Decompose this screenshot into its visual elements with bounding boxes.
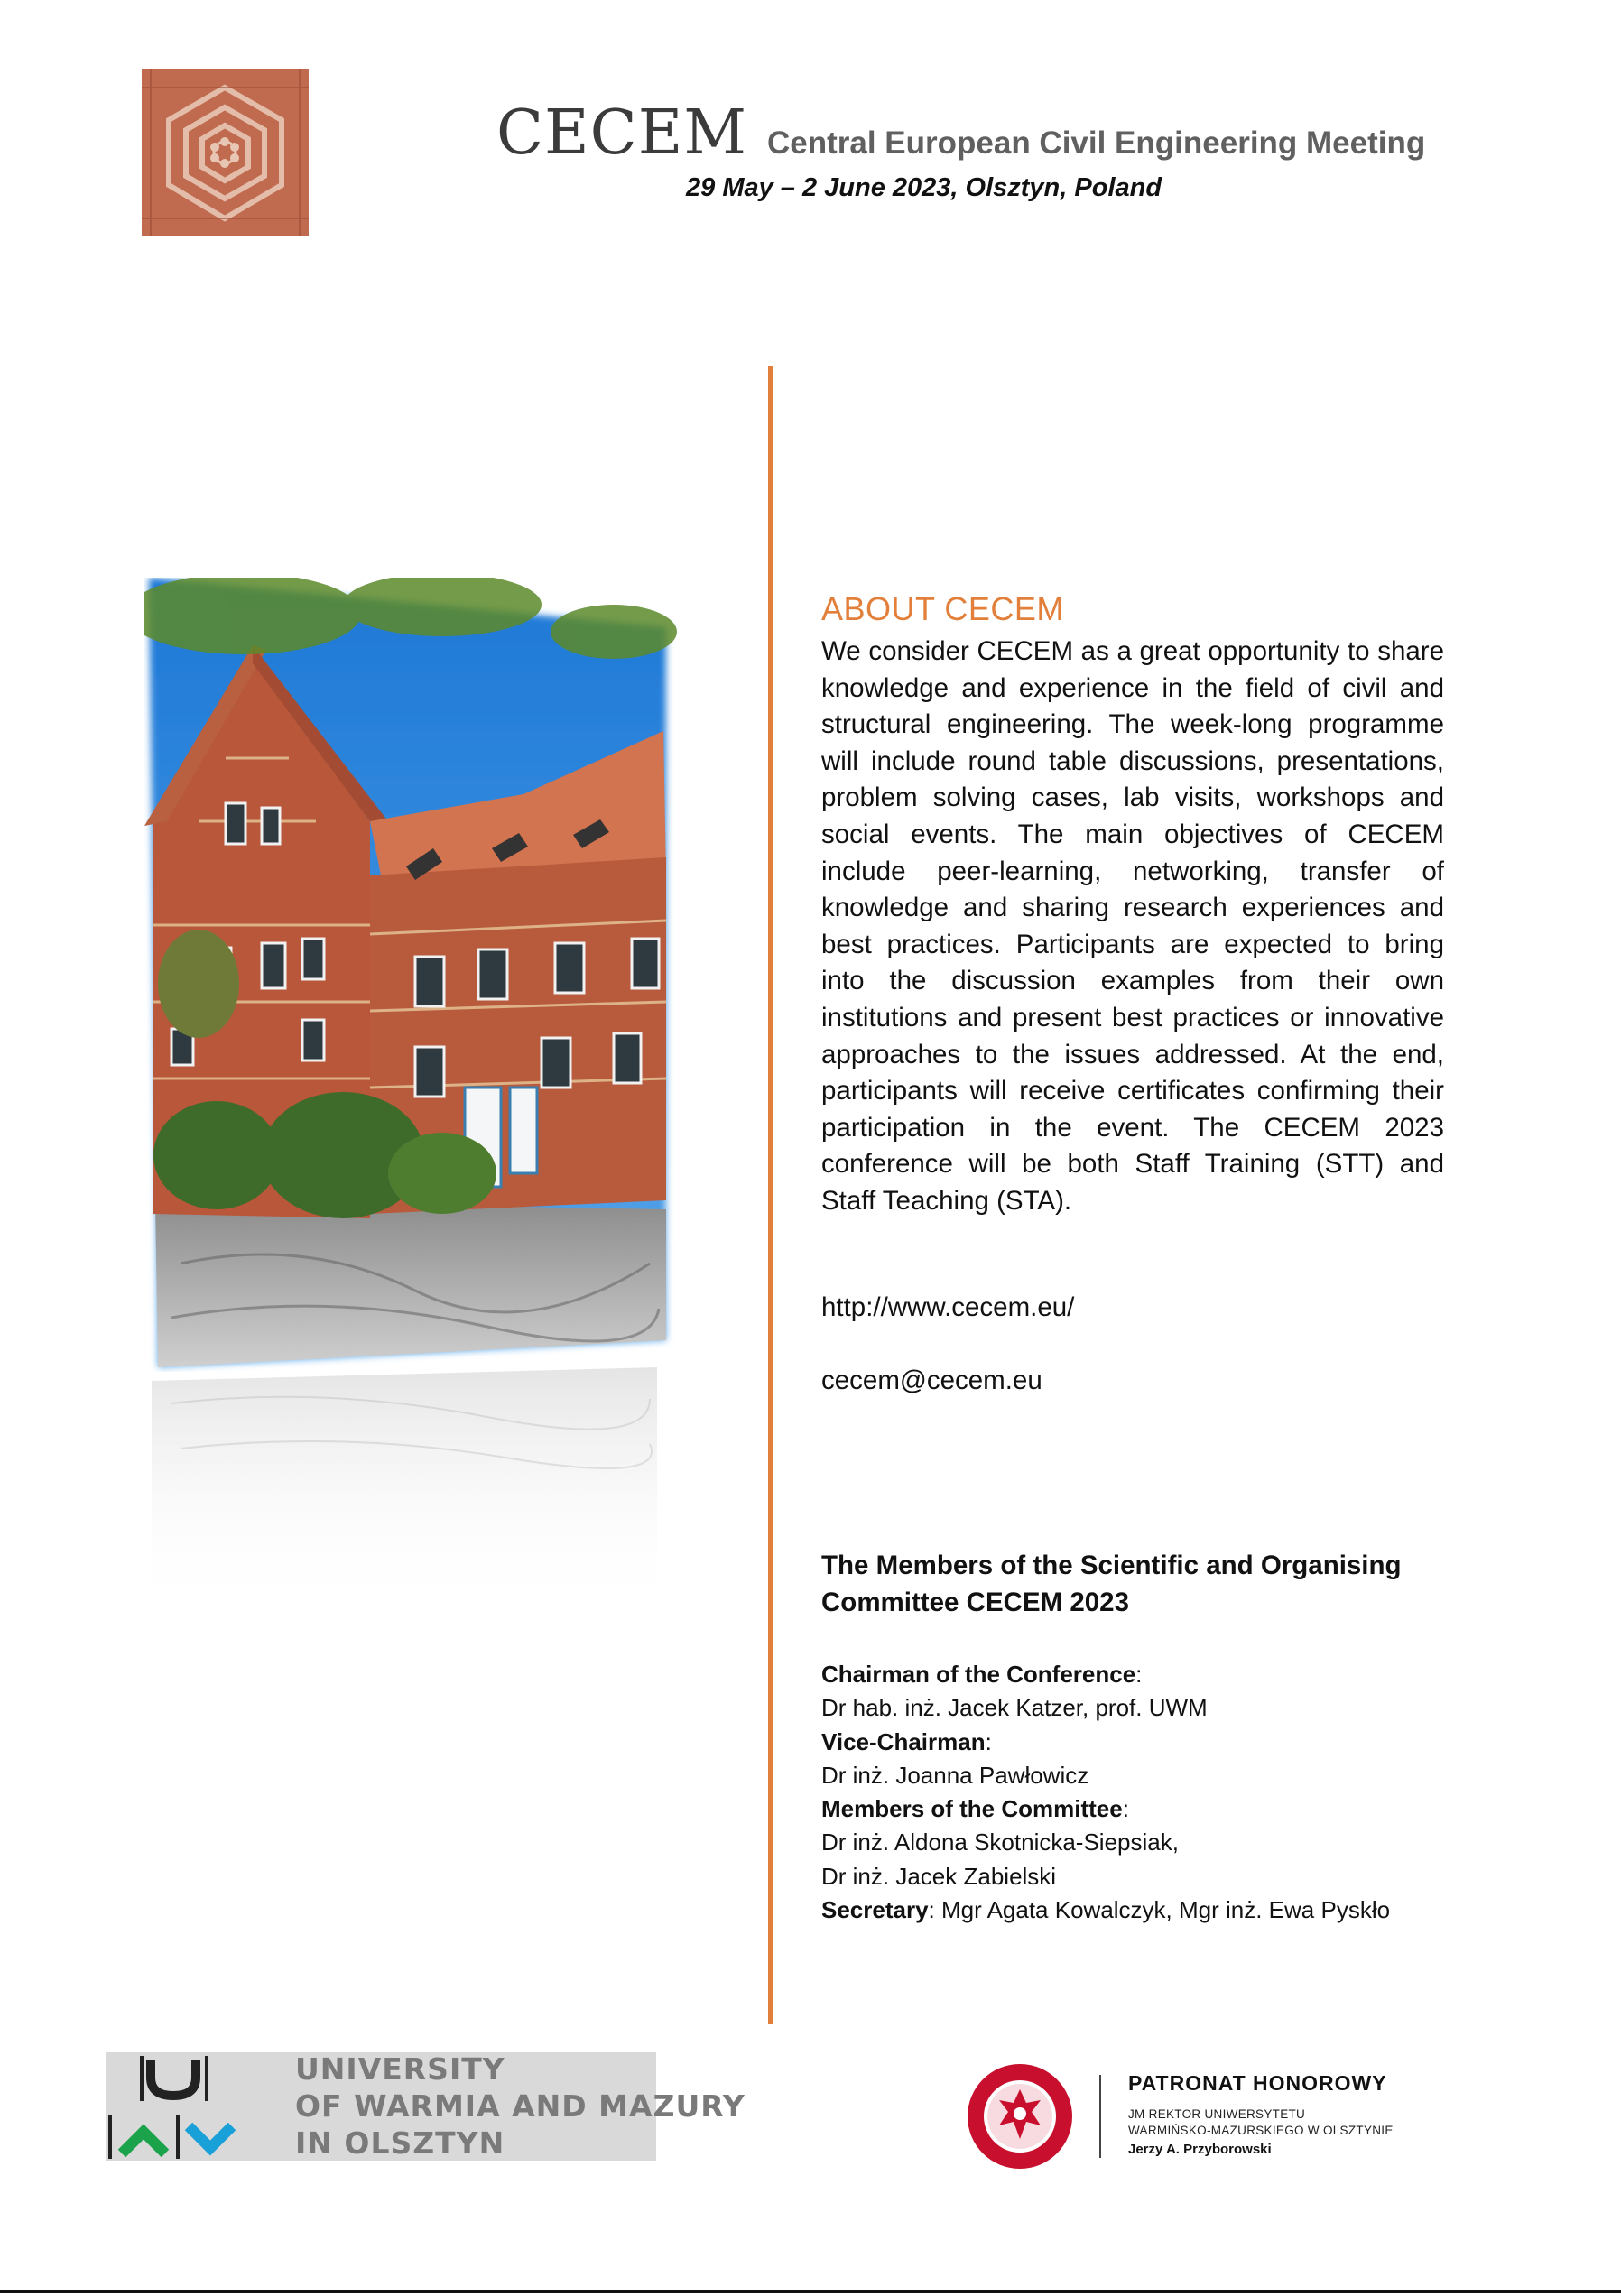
about-text: We consider CECEM as a great opportunity to share knowledge and experience in the field of civil and structural engineering. The week-long programme will include round table discussions, presentations, problem solving cases, lab visits, workshops and social events. The main objectives of CECEM include peer-learning, networking, transfer of knowledge and sharing research experiences and best practices. Participants are expected to bring into the discussion examples from their own institutions and present best practices or innovative approaches to the issues addressed. At the end, participants will receive certificates confirming their participation in the event. The CECEM 2023 conference will be both Staff Training (STT) and Staff Teaching (STA). xyxy=(821,636,1444,1216)
honorary-patronage xyxy=(961,2062,1413,2171)
members-label: Members of the Committee xyxy=(821,1795,1123,1823)
secretary-label: Secretary xyxy=(821,1896,929,1924)
university-seal-icon xyxy=(961,2062,1079,2171)
email-link[interactable]: cecem@cecem.eu xyxy=(821,1366,1042,1395)
building-photo-image xyxy=(144,578,677,1372)
uwm-name xyxy=(295,2051,746,2162)
conference-acronym: CECEM xyxy=(496,97,747,169)
member-name: Dr inż. Aldona Skotnicka-Siepsiak, xyxy=(821,1828,1179,1856)
conference-title xyxy=(496,97,1425,169)
vice-chairman-label: Vice-Chairman xyxy=(821,1727,986,1755)
patronage-line: JM REKTOR UNIWERSYTETU xyxy=(1128,2107,1306,2121)
patronage-separator xyxy=(1099,2075,1101,2158)
uwm-name-line: IN OLSZTYN xyxy=(295,2125,505,2161)
secretary-row: Secretary: Mgr Agata Kowalczyk, Mgr inż. Ewa Pyskło xyxy=(821,1896,1391,1924)
cecem-logo-tile xyxy=(142,69,309,236)
patronage-signature: Jerzy A. Przyborowski xyxy=(1128,2142,1272,2157)
chairman-name: Dr hab. inż. Jacek Katzer, prof. UWM xyxy=(821,1694,1208,1722)
conference-full-name: Central European Civil Engineering Meeting xyxy=(766,125,1426,161)
conference-dates: 29 May – 2 June 2023, Olsztyn, Poland xyxy=(686,173,1162,202)
uwm-emblem-icon xyxy=(106,2052,241,2161)
about-heading: ABOUT CECEM xyxy=(821,590,1064,627)
building-photo xyxy=(144,578,677,1372)
vertical-divider xyxy=(768,366,773,2024)
vice-chairman-row: Vice-Chairman: xyxy=(821,1727,992,1755)
vice-chairman-name: Dr inż. Joanna Pawłowicz xyxy=(821,1761,1089,1789)
website-link[interactable]: http://www.cecem.eu/ xyxy=(821,1292,1075,1322)
secretary-names: Mgr Agata Kowalczyk, Mgr inż. Ewa Pyskło xyxy=(941,1896,1391,1924)
hexagon-pattern-icon xyxy=(142,69,309,236)
patronage-line: WARMIŃSKO-MAZURSKIEGO W OLSZTYNIE xyxy=(1128,2124,1394,2137)
uwm-name-line: UNIVERSITY xyxy=(295,2051,505,2087)
building-photo-reflection xyxy=(144,1367,677,1611)
member-name: Dr inż. Jacek Zabielski xyxy=(821,1862,1057,1890)
uwm-logo xyxy=(106,2051,746,2161)
uwm-name-line: OF WARMIA AND MAZURY xyxy=(295,2088,746,2124)
members-row: Members of the Committee: xyxy=(821,1795,1129,1823)
chairman-row: Chairman of the Conference: xyxy=(821,1661,1143,1688)
committee-heading: The Members of the Scientific and Organising Committee CECEM 2023 xyxy=(821,1551,1402,1617)
bottom-rule xyxy=(0,2290,1621,2293)
patronage-title: PATRONAT HONOROWY xyxy=(1128,2071,1387,2095)
committee-list xyxy=(821,1658,1444,1927)
chairman-label: Chairman of the Conference xyxy=(821,1661,1136,1688)
